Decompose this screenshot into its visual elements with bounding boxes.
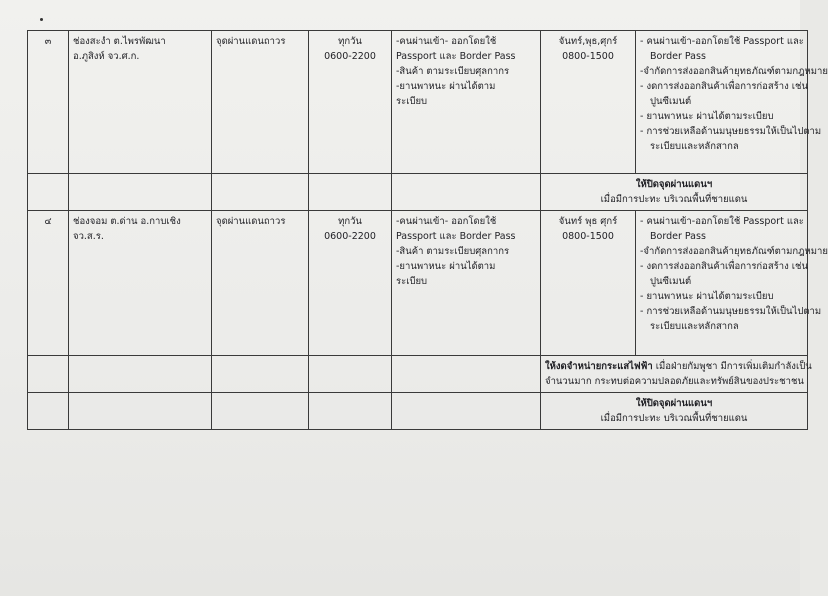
market-hours: 0800-1500	[562, 51, 614, 62]
allowed-line: ระเบียบ	[396, 276, 428, 287]
allowed-line: Passport และ Border Pass	[396, 231, 516, 242]
border-crossings-table	[27, 30, 828, 430]
condition-line: - งดการส่งออกสินค้าเพื่อการก่อสร้าง เช่น	[640, 81, 808, 92]
condition-line: - งดการส่งออกสินค้าเพื่อการก่อสร้าง เช่น	[640, 261, 808, 272]
market-hours: 0800-1500	[562, 231, 614, 242]
open-days: ทุกวัน	[338, 36, 362, 47]
allowed-line: -สินค้า ตามระเบียบศุลกากร	[396, 66, 510, 77]
allowed-line: -สินค้า ตามระเบียบศุลกากร	[396, 246, 510, 257]
crossing-name-line: จว.ส.ร.	[73, 231, 104, 242]
condition-line: ระเบียบและหลักสากล	[650, 321, 739, 332]
market-days: จันทร์ พุธ ศุกร์	[558, 216, 618, 227]
note-text-rest: เมื่อฝ่ายกัมพูชา มีการเพิ่มเติมกำลังเป็น	[652, 361, 812, 372]
allowed-line: Passport และ Border Pass	[396, 51, 516, 62]
condition-line: Border Pass	[650, 51, 706, 62]
row-number: ๔	[28, 211, 69, 356]
note-cell	[541, 356, 812, 393]
note-text	[545, 359, 812, 374]
note-title: ให้ปิดจุดผ่านแดนฯ	[635, 179, 713, 190]
table-row	[28, 393, 808, 430]
allowed-line: ระเบียบ	[396, 96, 428, 107]
table-row	[28, 31, 808, 174]
note-text: เมื่อมีการปะทะ บริเวณพื้นที่ชายแดน	[600, 194, 748, 205]
condition-line: - คนผ่านเข้า-ออกโดยใช้ Passport และ	[640, 216, 804, 227]
note-cell	[541, 174, 808, 211]
crossing-name-cell	[69, 31, 212, 174]
condition-line: - คนผ่านเข้า-ออกโดยใช้ Passport และ	[640, 36, 804, 47]
row-number: ๓	[28, 31, 69, 174]
allowed-line: -ยานพาหนะ ผ่านได้ตาม	[396, 261, 496, 272]
condition-line: ระเบียบและหลักสากล	[650, 141, 739, 152]
table-row	[28, 356, 808, 393]
condition-line: -จำกัดการส่งออกสินค้ายุทธภัณฑ์ตามกฎหมาย	[640, 246, 828, 257]
condition-line: - การช่วยเหลือด้านมนุษยธรรมให้เป็นไปตาม	[640, 126, 822, 137]
allowed-line: -ยานพาหนะ ผ่านได้ตาม	[396, 81, 496, 92]
crossing-name-line: อ.ภูสิงห์ จว.ศ.ก.	[73, 51, 140, 62]
allowed-cell	[392, 211, 541, 356]
allowed-cell	[392, 31, 541, 174]
allowed-line: -คนผ่านเข้า- ออกโดยใช้	[396, 216, 497, 227]
condition-line: - ยานพาหนะ ผ่านได้ตามระเบียบ	[640, 291, 774, 302]
open-hours: 0600-2200	[324, 51, 376, 62]
open-time-cell	[309, 31, 392, 174]
condition-line: -จำกัดการส่งออกสินค้ายุทธภัณฑ์ตามกฎหมาย	[640, 66, 828, 77]
allowed-line: -คนผ่านเข้า- ออกโดยใช้	[396, 36, 497, 47]
conditions-cell	[636, 31, 828, 174]
market-days-cell	[541, 31, 636, 174]
condition-line: - ยานพาหนะ ผ่านได้ตามระเบียบ	[640, 111, 774, 122]
crossing-name-cell	[69, 211, 212, 356]
condition-line: ปูนซีเมนต์	[650, 276, 692, 287]
open-time-cell	[309, 211, 392, 356]
note-text: เมื่อมีการปะทะ บริเวณพื้นที่ชายแดน	[600, 413, 748, 424]
condition-line: ปูนซีเมนต์	[650, 96, 692, 107]
conditions-cell	[636, 211, 828, 356]
note-text: จำนวนมาก กระทบต่อความปลอดภัยและทรัพย์สินของประชาชน	[545, 376, 804, 387]
market-days-cell	[541, 211, 636, 356]
open-days: ทุกวัน	[338, 216, 362, 227]
condition-line: Border Pass	[650, 231, 706, 242]
note-title: ให้ปิดจุดผ่านแดนฯ	[635, 398, 713, 409]
crossing-type-cell: จุดผ่านแดนถาวร	[212, 211, 309, 356]
market-days: จันทร์,พุธ,ศุกร์	[558, 36, 618, 47]
crossing-type-cell: จุดผ่านแดนถาวร	[212, 31, 309, 174]
table-row	[28, 174, 808, 211]
crossing-name-line: ช่องสะงำ ต.ไพรพัฒนา	[73, 36, 166, 47]
ink-dot	[40, 18, 43, 21]
crossing-name-line: ช่องจอม ต.ด่าน อ.กาบเชิง	[73, 216, 181, 227]
open-hours: 0600-2200	[324, 231, 376, 242]
note-title: ให้งดจำหน่ายกระแสไฟฟ้า	[545, 361, 653, 372]
note-cell	[541, 393, 808, 430]
table-row	[28, 211, 808, 356]
condition-line: - การช่วยเหลือด้านมนุษยธรรมให้เป็นไปตาม	[640, 306, 822, 317]
